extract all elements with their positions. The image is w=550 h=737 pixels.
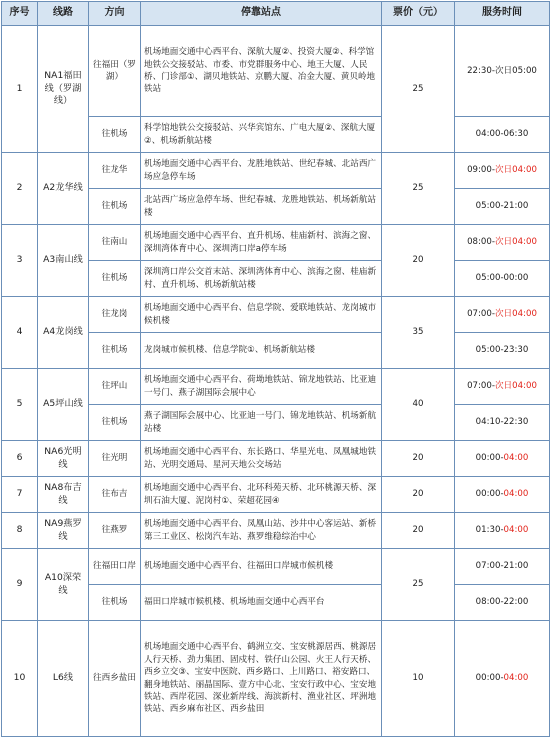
table-row [2, 153, 550, 189]
price: 35 [382, 297, 455, 369]
row-number: 10 [2, 621, 38, 737]
price: 20 [382, 477, 455, 513]
row-number: 5 [2, 369, 38, 441]
table-row [2, 513, 550, 549]
price: 20 [382, 441, 455, 477]
time-start: 01:30- [475, 525, 504, 536]
price: 25 [382, 26, 455, 153]
service-time [455, 621, 550, 737]
time-end: 次日04:00 [494, 237, 537, 248]
row-number: 4 [2, 297, 38, 369]
service-time [455, 549, 550, 585]
row-number: 2 [2, 153, 38, 225]
header-stops: 停靠站点 [141, 2, 382, 26]
route-name: A5坪山线 [38, 369, 89, 441]
stops: 机场地面交通中心西平台、鹤洲立交、宝安桃源居西、桃源居人行天桥、劲力集团、固戍村、铁仔山公园、火王人行天桥、西乡立交③、宝安中医院、西乡路口、上川路口、裕安路口、翻身地铁站、丽晶国际、壹方中心北、宝安行政中心、宝安地铁站、西岸花园、深业新岸线、海滨新村、渔业社区、坪洲地铁站、西乡麻布社区、西乡盐田 [141, 621, 382, 737]
table-row [2, 549, 550, 585]
table-row [2, 441, 550, 477]
time-start: 04:10-22:30 [475, 417, 529, 428]
direction: 往燕罗 [89, 513, 141, 549]
service-time [455, 513, 550, 549]
row-number: 9 [2, 549, 38, 621]
stops: 机场地面交通中心西平台、信息学院、爱联地铁站、龙岗城市候机楼 [141, 297, 382, 333]
service-time [455, 153, 550, 189]
direction: 往机场 [89, 585, 141, 621]
price: 40 [382, 369, 455, 441]
table-row [2, 477, 550, 513]
table-row [2, 297, 550, 333]
time-start: 05:00-21:00 [475, 201, 529, 212]
header-no: 序号 [2, 2, 38, 26]
route-name: A10深荣线 [38, 549, 89, 621]
time-start: 00:00- [475, 489, 504, 500]
stops: 机场地面交通中心西平台、荷坳地铁站、锦龙地铁站、比亚迪一号门、燕子湖国际会展中心 [141, 369, 382, 405]
stops: 机场地面交通中心西平台、龙胜地铁站、世纪春城、北站西广场应急停车场 [141, 153, 382, 189]
time-end: 04:00 [503, 673, 529, 684]
table-row [2, 225, 550, 261]
table-header-row [2, 2, 550, 26]
price: 25 [382, 549, 455, 621]
stops: 深圳湾口岸公交首末站、深圳湾体育中心、滨海之窗、桂庙新村、直升机场、机场新航站楼 [141, 261, 382, 297]
direction: 往南山 [89, 225, 141, 261]
stops: 北站西广场应急停车场、世纪春城、龙胜地铁站、机场新航站楼 [141, 189, 382, 225]
service-time [455, 117, 550, 153]
service-time [455, 477, 550, 513]
direction: 往布吉 [89, 477, 141, 513]
time-start: 05:00-23:30 [475, 345, 529, 356]
direction: 往龙华 [89, 153, 141, 189]
direction: 往福田（罗湖） [89, 26, 141, 117]
stops: 机场地面交通中心西平台、北环科苑天桥、北环桃源天桥、深圳石油大厦、泥岗村①、荣超花园④ [141, 477, 382, 513]
price: 25 [382, 153, 455, 225]
service-time [455, 261, 550, 297]
header-price: 票价（元） [382, 2, 455, 26]
stops: 燕子湖国际会展中心、比亚迪一号门、锦龙地铁站、机场新航站楼 [141, 405, 382, 441]
time-start: 08:00-22:00 [475, 597, 529, 608]
time-end: 04:00 [503, 453, 529, 464]
table-row [2, 26, 550, 117]
time-start: 22:30-次日05:00 [467, 65, 537, 76]
service-time [455, 369, 550, 405]
route-name: NA8布吉线 [38, 477, 89, 513]
time-start: 00:00- [475, 673, 504, 684]
service-time [455, 405, 550, 441]
table-row [2, 369, 550, 405]
time-start: 08:00- [467, 237, 495, 248]
price: 10 [382, 621, 455, 737]
stops: 机场地面交通中心西平台、深航大厦②、投资大厦②、科学馆地铁公交接驳站、市委、市党群服务中心、地王大厦、人民桥、门诊部①、湖贝地铁站、京鹏大厦、冶金大厦、黄贝岭地铁站 [141, 26, 382, 117]
time-start: 07:00- [467, 381, 495, 392]
row-number: 1 [2, 26, 38, 153]
price: 20 [382, 513, 455, 549]
row-number: 8 [2, 513, 38, 549]
time-end: 次日04:00 [494, 309, 537, 320]
route-name: A3南山线 [38, 225, 89, 297]
direction: 往光明 [89, 441, 141, 477]
route-name: NA6光明线 [38, 441, 89, 477]
direction: 往机场 [89, 261, 141, 297]
service-time [455, 585, 550, 621]
direction: 往机场 [89, 405, 141, 441]
direction: 往坪山 [89, 369, 141, 405]
direction: 往机场 [89, 333, 141, 369]
time-start: 07:00- [467, 309, 495, 320]
stops: 科学馆地铁公交接驳站、兴华宾馆东、广电大厦②、深航大厦②、机场新航站楼 [141, 117, 382, 153]
stops: 机场地面交通中心西平台、往福田口岸城市候机楼 [141, 549, 382, 585]
table-row [2, 621, 550, 737]
direction: 往福田口岸 [89, 549, 141, 585]
time-start: 07:00-21:00 [475, 561, 529, 572]
stops: 机场地面交通中心西平台、凤凰山站、沙井中心客运站、新桥第三工业区、松岗汽车站、燕罗维稳综治中心 [141, 513, 382, 549]
route-name: A2龙华线 [38, 153, 89, 225]
direction: 往龙岗 [89, 297, 141, 333]
row-number: 3 [2, 225, 38, 297]
direction: 往机场 [89, 117, 141, 153]
header-direction: 方向 [89, 2, 141, 26]
direction: 往机场 [89, 189, 141, 225]
route-name: A4龙岗线 [38, 297, 89, 369]
header-route: 线路 [38, 2, 89, 26]
time-end: 次日04:00 [494, 165, 537, 176]
service-time [455, 225, 550, 261]
time-start: 09:00- [467, 165, 495, 176]
route-name: NA9燕罗线 [38, 513, 89, 549]
time-start: 05:00-00:00 [475, 273, 529, 284]
service-time [455, 189, 550, 225]
stops: 机场地面交通中心西平台、直升机场、桂庙新村、滨海之窗、深圳湾体育中心、深圳湾口岸a停车场 [141, 225, 382, 261]
stops: 龙岗城市候机楼、信息学院①、机场新航站楼 [141, 333, 382, 369]
time-end: 04:00 [503, 525, 529, 536]
direction: 往西乡盐田 [89, 621, 141, 737]
time-end: 04:00 [503, 489, 529, 500]
service-time [455, 333, 550, 369]
service-time [455, 441, 550, 477]
stops: 福田口岸城市候机楼、机场地面交通中心西平台 [141, 585, 382, 621]
row-number: 7 [2, 477, 38, 513]
bus-schedule-table [1, 1, 550, 737]
header-time: 服务时间 [455, 2, 550, 26]
route-name: NA1福田线（罗湖线） [38, 26, 89, 153]
service-time [455, 26, 550, 117]
route-name: L6线 [38, 621, 89, 737]
time-start: 04:00-06:30 [475, 129, 529, 140]
stops: 机场地面交通中心西平台、东长路口、华星光电、凤凰城地铁站、光明交通局、星河天地公交场站 [141, 441, 382, 477]
time-start: 00:00- [475, 453, 504, 464]
time-end: 次日04:00 [494, 381, 537, 392]
row-number: 6 [2, 441, 38, 477]
price: 20 [382, 225, 455, 297]
service-time [455, 297, 550, 333]
